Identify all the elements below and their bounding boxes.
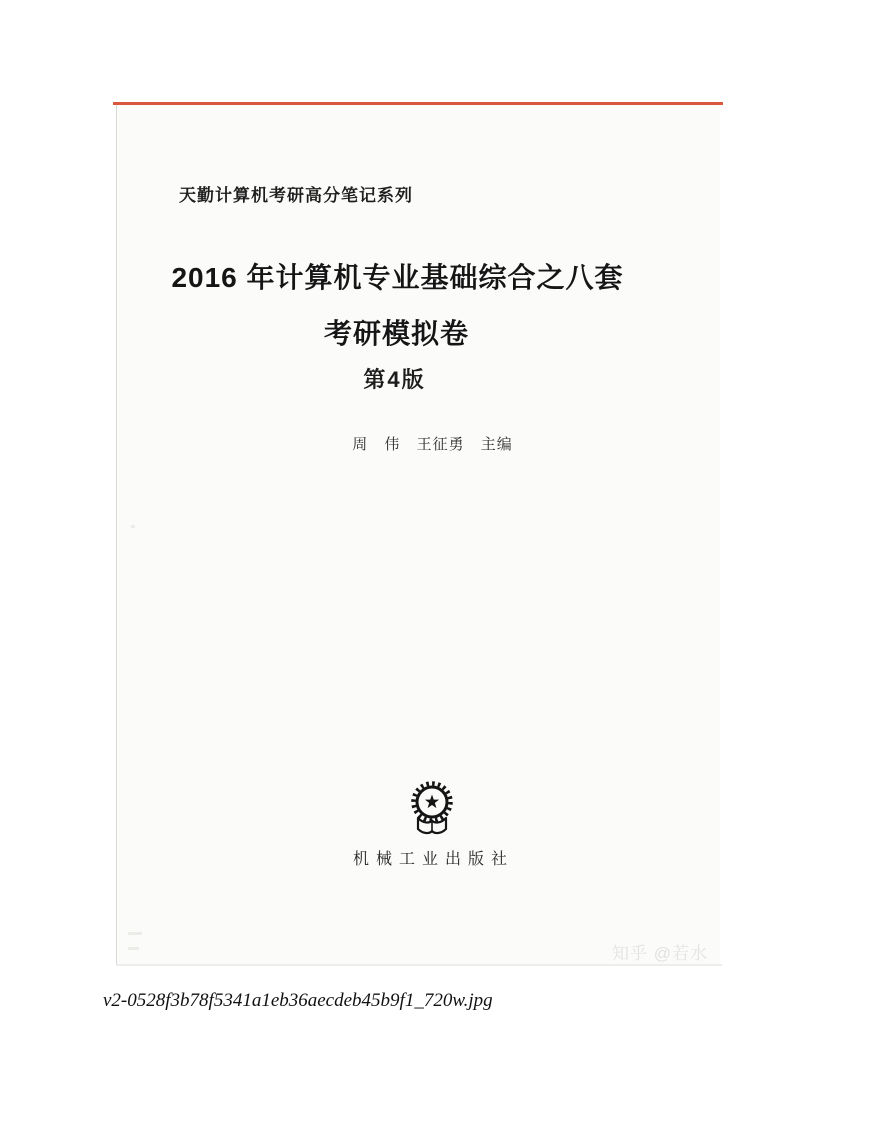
book-cover-scan: [116, 105, 720, 965]
figure-bottom-rule: [116, 964, 722, 966]
book-title-line1: 2016 年计算机专业基础综合之八套: [171, 262, 624, 293]
publisher-name: 机械工业出版社: [352, 851, 514, 868]
edition-label: 第4版: [363, 367, 426, 392]
series-title: 天勤计算机考研高分笔记系列: [179, 186, 413, 205]
scan-artifact: [128, 947, 139, 950]
image-filename-caption: v2-0528f3b78f5341a1eb36aecdeb45b9f1_720w.jpg: [103, 990, 493, 1011]
authors-line: 周 伟 王征勇 主编: [352, 436, 513, 453]
watermark-text: 知乎 @若水: [612, 944, 708, 963]
publisher-logo: [130, 779, 733, 839]
scan-artifact: [128, 932, 142, 935]
scan-artifact: [131, 525, 135, 528]
gear-star-open-book-icon: [403, 779, 461, 839]
book-title-line2: 考研模拟卷: [323, 318, 469, 349]
